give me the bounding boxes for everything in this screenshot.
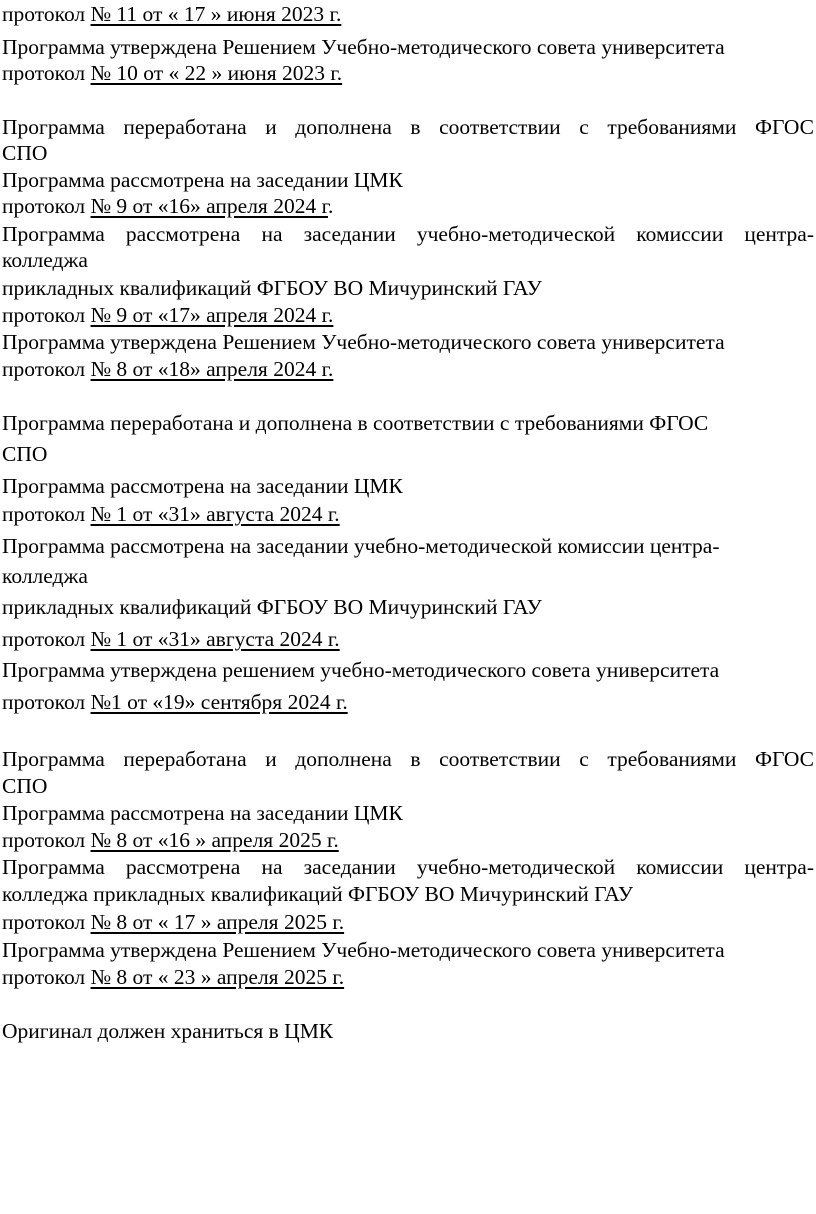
protocol-label: протокол xyxy=(2,61,91,85)
protocol-line xyxy=(2,60,814,86)
approval-line: Программа утверждена Решением Учебно-методического совета университета xyxy=(2,330,725,354)
review-line: Программа рассмотрена на заседании ЦМК xyxy=(2,801,403,825)
protocol-label: протокол xyxy=(2,2,91,26)
commission-line-cont: колледжа прикладных квалификаций ФГБОУ ВО Мичуринский ГАУ xyxy=(2,882,634,906)
protocol-number: № 8 от « 17 » апреля 2025 г. xyxy=(90,910,345,934)
commission-line-cont: колледжа xyxy=(2,248,88,272)
protocol-number: № 8 от « 23 » апреля 2025 г. xyxy=(90,965,345,989)
protocol-line xyxy=(2,626,814,652)
protocol-label: протокол xyxy=(2,303,91,327)
protocol-number: № 9 от «16» апреля 2024 г xyxy=(90,194,328,218)
protocol-line xyxy=(2,964,814,990)
protocol-line xyxy=(2,356,814,382)
review-line: Программа рассмотрена на заседании ЦМК xyxy=(2,168,403,192)
protocol-line xyxy=(2,689,814,715)
revision-line: Программа переработана и дополнена в соответствии с требованиями ФГОС xyxy=(2,115,814,139)
protocol-number: № 10 от « 22 » июня 2023 г. xyxy=(90,61,343,85)
commission-line: Программа рассмотрена на заседании учебно-методической комиссии центра- xyxy=(2,855,814,879)
protocol-line xyxy=(2,827,814,853)
protocol-line xyxy=(2,909,814,935)
protocol-label: протокол xyxy=(2,828,91,852)
protocol-line xyxy=(2,302,814,328)
approval-line: Программа утверждена Решением Учебно-методического совета университета xyxy=(2,938,725,962)
protocol-label: протокол xyxy=(2,502,91,526)
protocol-number: № 9 от «17» апреля 2024 г. xyxy=(90,303,334,327)
review-line: Программа рассмотрена на заседании ЦМК xyxy=(2,474,403,498)
protocol-label: протокол xyxy=(2,627,91,651)
protocol-number: № 1 от «31» августа 2024 г. xyxy=(90,627,340,651)
revision-line-cont: СПО xyxy=(2,141,48,165)
commission-line-cont: колледжа xyxy=(2,564,88,588)
protocol-number: № 8 от «16 » апреля 2025 г. xyxy=(90,828,339,852)
revision-line: Программа переработана и дополнена в соответствии с требованиями ФГОС xyxy=(2,747,814,771)
approval-line: Программа утверждена Решением Учебно-методического совета университета xyxy=(2,35,725,59)
protocol-number: № 8 от «18» апреля 2024 г. xyxy=(90,357,334,381)
protocol-label: протокол xyxy=(2,194,91,218)
college-line: прикладных квалификаций ФГБОУ ВО Мичуринский ГАУ xyxy=(2,595,542,619)
revision-line-cont: СПО xyxy=(2,774,48,798)
college-line: прикладных квалификаций ФГБОУ ВО Мичуринский ГАУ xyxy=(2,276,542,300)
protocol-line: протокол № 9 от «16» апреля 2024 г. xyxy=(2,194,334,218)
protocol-label: протокол xyxy=(2,910,91,934)
protocol-number: № 11 от « 17 » июня 2023 г. xyxy=(90,2,342,26)
protocol-number: №1 от «19» сентября 2024 г. xyxy=(90,690,348,714)
revision-line-cont: СПО xyxy=(2,442,48,466)
protocol-line xyxy=(2,501,814,527)
commission-line: Программа рассмотрена на заседании учебно-методической комиссии центра- xyxy=(2,534,720,558)
revision-line: Программа переработана и дополнена в соответствии с требованиями ФГОС xyxy=(2,411,709,435)
storage-note: Оригинал должен храниться в ЦМК xyxy=(2,1019,334,1043)
protocol-label: протокол xyxy=(2,965,91,989)
approval-line: Программа утверждена решением учебно-методического совета университета xyxy=(2,658,720,682)
protocol-number: № 1 от «31» августа 2024 г. xyxy=(90,502,340,526)
commission-line: Программа рассмотрена на заседании учебно-методической комиссии центра- xyxy=(2,222,814,246)
protocol-label: протокол xyxy=(2,690,91,714)
protocol-line xyxy=(2,1,814,27)
protocol-label: протокол xyxy=(2,357,91,381)
